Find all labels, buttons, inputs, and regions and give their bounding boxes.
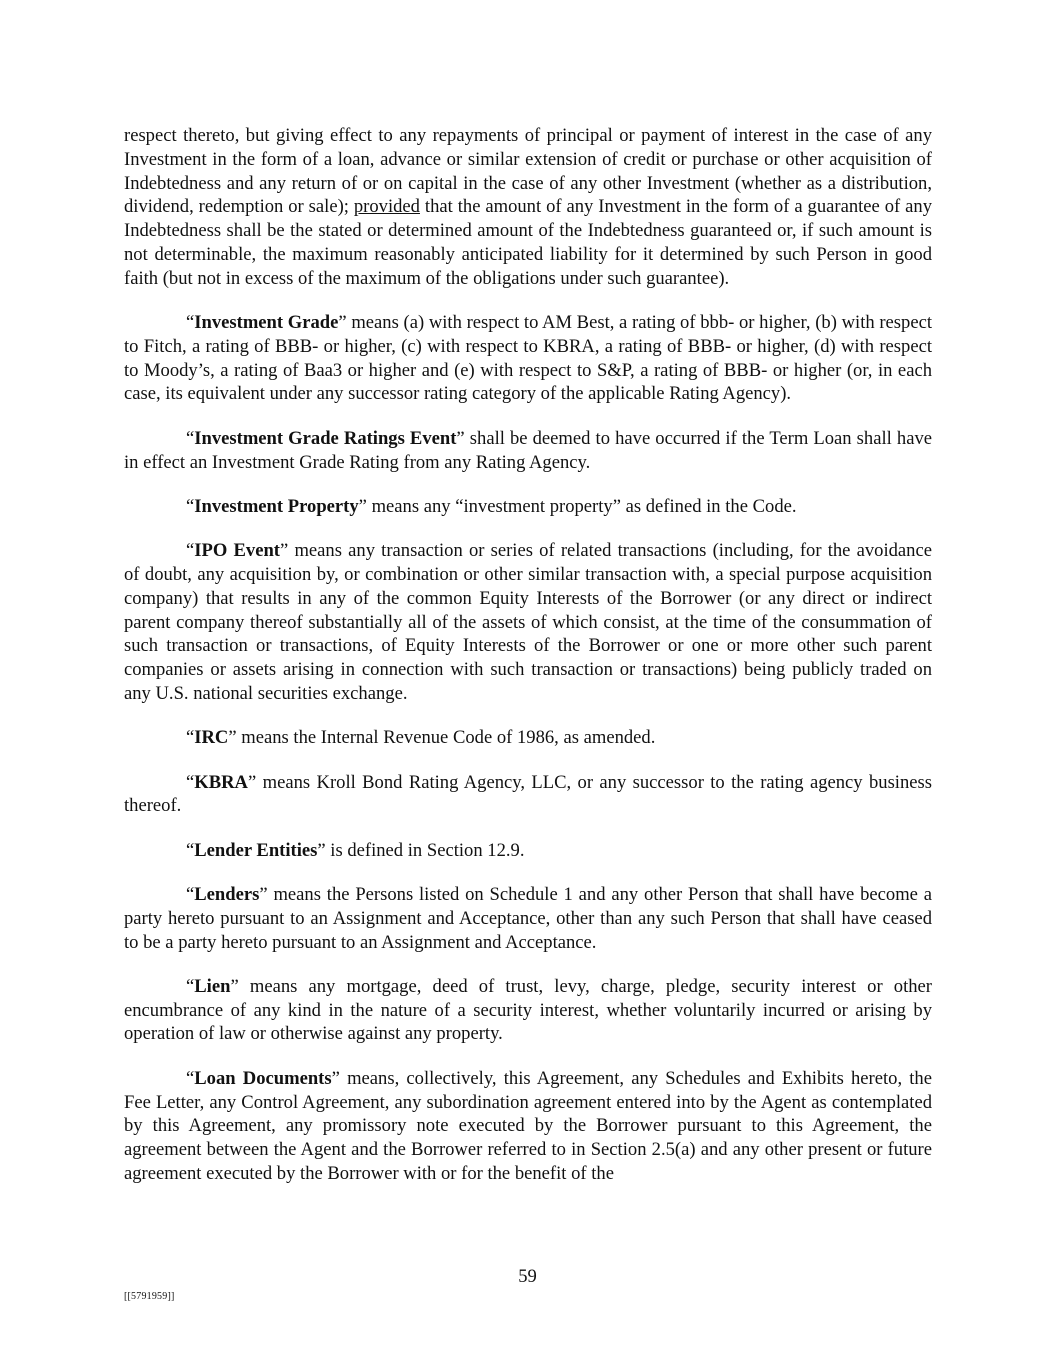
carryover-text-before: respect thereto, but giving effect to any repayments of principal or payment of interest in the case of any Investment in the form of a loan, advance or similar extension of credit or purchase or other acquisition of Indebtedness and any return of or on capital in the case of any other Investment (whether as a distribution, dividend, redemption or sale); xyxy=(124,125,932,218)
defined-term: Investment Property xyxy=(194,495,359,517)
definition-loan-documents: “Loan Documents” means, collectively, this Agreement, any Schedules and Exhibits hereto, the Fee Letter, any Control Agreement, any subordination agreement entered into by the Agent as contemplated by this Agreement, any promissory note executed by the Borrower pursuant to this Agreement, the agreement between the Agent and the Borrower referred to in Section 2.5(a) and any other present or future agreement executed by the Borrower with or for the benefit of the xyxy=(124,1067,932,1184)
definition-text: means any “investment property” as defined in the Code. xyxy=(366,495,797,517)
provided-underlined: provided xyxy=(353,196,420,218)
defined-term: IPO Event xyxy=(194,540,280,562)
page-number: 59 xyxy=(518,1266,537,1287)
definition-lien: “Lien” means any mortgage, deed of trust, levy, charge, pledge, security interest or other encumbrance of any kind in the nature of a security interest, whether voluntarily incurred or arising by operation of law or otherwise against any property. xyxy=(124,975,932,1045)
definition-text: means any transaction or series of related transactions (including, for the avoidance of doubt, any acquisition by, or combination or other similar transaction with, a special purpose acquisition company) that results in any of the common Equity Interests of the Borrower (or any direct or indirect parent company thereof substantially all of the assets of which consist, at the time of the consummation of such transaction or transactions, of Equity Interests of the Borrower or one or more other such parent companies or assets arising in connection with such transaction or transactions) being publicly traded on any U.S. national securities exchange. xyxy=(124,540,932,704)
defined-term: Loan Documents xyxy=(194,1067,332,1089)
definition-text: shall be deemed to have occurred if the Term Loan shall have in effect an Investment Grade Rating from any Rating Agency. xyxy=(124,427,932,473)
definition-investment-property: “Investment Property” means any “investment property” as defined in the Code. xyxy=(186,495,797,517)
definition-text: means (a) with respect to AM Best, a rating of bbb- or higher, (b) with respect to Fitch, a rating of BBB- or higher, (c) with respect to KBRA, a rating of BBB- or higher, (d) with respect to Moody’s, a rating of Baa3 or higher and (e) with respect to S&P, a rating of BBB- or higher (or, in each case, its equivalent under any successor rating category of the applicable Rating Agency). xyxy=(124,312,932,405)
document-body xyxy=(124,124,932,1186)
defined-term: Lien xyxy=(194,975,231,997)
definition-investment-grade-ratings-event: “Investment Grade Ratings Event” shall be deemed to have occurred if the Term Loan shall have in effect an Investment Grade Rating from any Rating Agency. xyxy=(124,427,932,473)
definition-text: means the Internal Revenue Code of 1986, as amended. xyxy=(236,727,656,749)
defined-term: Lenders xyxy=(194,883,260,905)
definition-lender-entities: “Lender Entities” is defined in Section 12.9. xyxy=(186,839,525,861)
definition-text: means the Persons listed on Schedule 1 and any other Person that shall have become a party hereto pursuant to an Assignment and Acceptance, other than any such Person that shall have ceased to be a party hereto pursuant to an Assignment and Acceptance. xyxy=(124,883,932,953)
definition-lenders: “Lenders” means the Persons listed on Schedule 1 and any other Person that shall have become a party hereto pursuant to an Assignment and Acceptance, other than any such Person that shall have ceased to be a party hereto pursuant to an Assignment and Acceptance. xyxy=(124,883,932,953)
defined-term: KBRA xyxy=(194,771,248,793)
document-id: [[5791959]] xyxy=(124,1291,175,1302)
definition-investment-grade: “Investment Grade” means (a) with respect to AM Best, a rating of bbb- or higher, (b) with respect to Fitch, a rating of BBB- or higher, (c) with respect to KBRA, a rating of BBB- or higher, (d) with respect to Moody’s, a rating of Baa3 or higher and (e) with respect to S&P, a rating of BBB- or higher (or, in each case, its equivalent under any successor rating category of the applicable Rating Agency). xyxy=(124,312,932,405)
defined-term: Investment Grade xyxy=(194,312,339,334)
definition-kbra: “KBRA” means Kroll Bond Rating Agency, LLC, or any successor to the rating agency business thereof. xyxy=(124,771,932,817)
definition-irc: “IRC” means the Internal Revenue Code of 1986, as amended. xyxy=(186,727,656,749)
definition-text: means, collectively, this Agreement, any Schedules and Exhibits hereto, the Fee Letter, any Control Agreement, any subordination agreement entered into by the Agent as contemplated by this Agreement, any promissory note executed by the Borrower pursuant to this Agreement, the agreement between the Agent and the Borrower referred to in Section 2.5(a) and any other present or future agreement executed by the Borrower with or for the benefit of the xyxy=(124,1067,932,1184)
defined-term: Investment Grade Ratings Event xyxy=(194,427,457,449)
definition-text: means any mortgage, deed of trust, levy, charge, pledge, security interest or other encumbrance of any kind in the nature of a security interest, whether voluntarily incurred or arising by operation of law or otherwise against any property. xyxy=(124,975,932,1045)
carryover-paragraph xyxy=(124,124,932,291)
definition-ipo-event: “IPO Event” means any transaction or series of related transactions (including, for the avoidance of doubt, any acquisition by, or combination or other similar transaction with, a special purpose acquisition company) that results in any of the common Equity Interests of the Borrower (or any direct or indirect parent company thereof substantially all of the assets of which consist, at the time of the consummation of such transaction or transactions, of Equity Interests of the Borrower or one or more other such parent companies or assets arising in connection with such transaction or transactions) being publicly traded on any U.S. national securities exchange. xyxy=(124,540,932,704)
defined-term: Lender Entities xyxy=(194,839,318,861)
definition-text: is defined in Section 12.9. xyxy=(325,839,525,861)
definition-text: means Kroll Bond Rating Agency, LLC, or any successor to the rating agency business thereof. xyxy=(124,771,932,817)
defined-term: IRC xyxy=(194,727,229,749)
carryover-text-after: that the amount of any Investment in the form of a guarantee of any Indebtedness shall be the stated or determined amount of the Indebtedness guaranteed or, if such amount is not determinable, the maximum reasonably anticipated liability for it determined by such Person in good faith (but not in excess of the maximum of the obligations under such guarantee). xyxy=(124,196,932,289)
